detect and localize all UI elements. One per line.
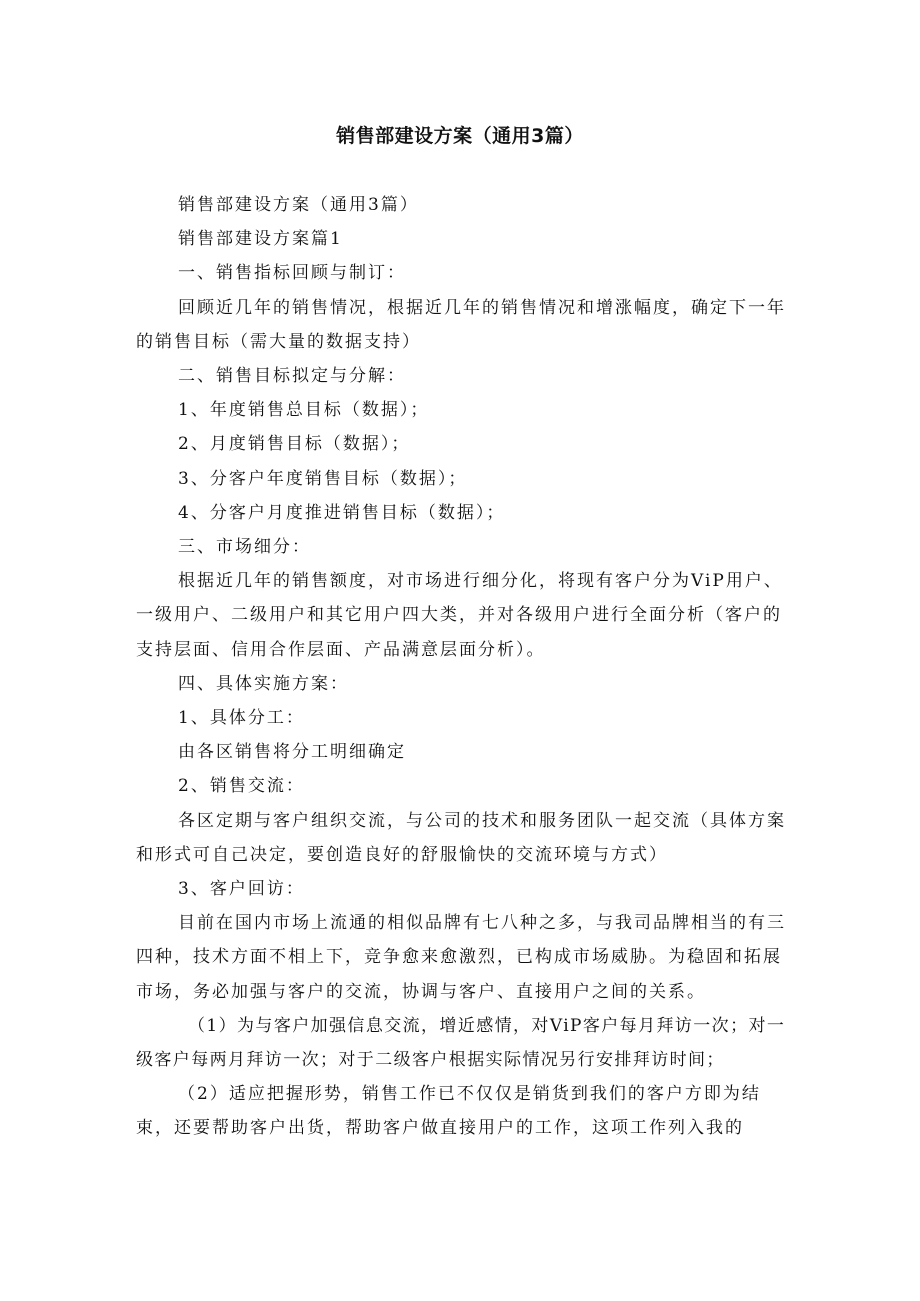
subsection-heading: 2、销售交流： <box>178 776 305 797</box>
section-heading-3: 三、市场细分： <box>178 537 311 558</box>
section-heading-4: 四、具体实施方案： <box>178 673 349 694</box>
subsection-heading: 3、客户回访： <box>178 879 305 900</box>
paragraph-visit-schedule: （1）为与客户加强信息交流，增近感情，对ViP客户每月拜访一次；对一级客户每两月拜访一次；对于二级客户根据实际情况另行安排拜访时间； <box>136 1015 786 1071</box>
paragraph-division-of-work: 由各区销售将分工明细确定 <box>178 742 406 763</box>
section-heading-2: 二、销售目标拟定与分解： <box>178 366 406 387</box>
document-body <box>136 188 796 1146</box>
subsection-heading: 1、具体分工： <box>178 708 305 729</box>
paragraph-market-segmentation: 根据近几年的销售额度，对市场进行细分化，将现有客户分为ViP用户、一级用户、二级用户和其它用户四大类，并对各级用户进行全面分析（客户的支持层面、信用合作层面、产品满意层面分析）。 <box>136 571 783 660</box>
paragraph-sales-review: 回顾近几年的销售情况，根据近几年的销售情况和增涨幅度，确定下一年的销售目标（需大量的数据支持） <box>136 297 786 352</box>
list-item: 4、分客户月度推进销售目标（数据）； <box>178 502 506 523</box>
list-item: 1、年度销售总目标（数据）； <box>178 400 430 421</box>
paragraph-sales-exchange: 各区定期与客户组织交流，与公司的技术和服务团队一起交流（具体方案和形式可自己决定，要创造良好的舒服愉快的交流环境与方式） <box>136 810 786 865</box>
paragraph-adapt-situation: （2）适应把握形势，销售工作已不仅仅是销货到我们的客户方即为结束，还要帮助客户出货，帮助客户做直接用户的工作，这项工作列入我的 <box>136 1084 761 1139</box>
list-item: 2、月度销售目标（数据）； <box>178 434 411 455</box>
list-item: 3、分客户年度销售目标（数据）； <box>178 468 468 489</box>
document-title: 销售部建设方案（通用3篇） <box>336 125 584 147</box>
section-heading-1: 一、销售指标回顾与制订： <box>178 263 406 284</box>
paragraph-part-heading: 销售部建设方案篇1 <box>178 229 343 250</box>
paragraph-market-competition: 目前在国内市场上流通的相似品牌有七八种之多，与我司品牌相当的有三四种，技术方面不相上下，竞争愈来愈激烈，已构成市场威胁。为稳固和拓展市场，务必加强与客户的交流，协调与客户、直接用户之间的关系。 <box>136 913 786 1002</box>
paragraph-subtitle: 销售部建设方案（通用3篇） <box>178 195 419 215</box>
